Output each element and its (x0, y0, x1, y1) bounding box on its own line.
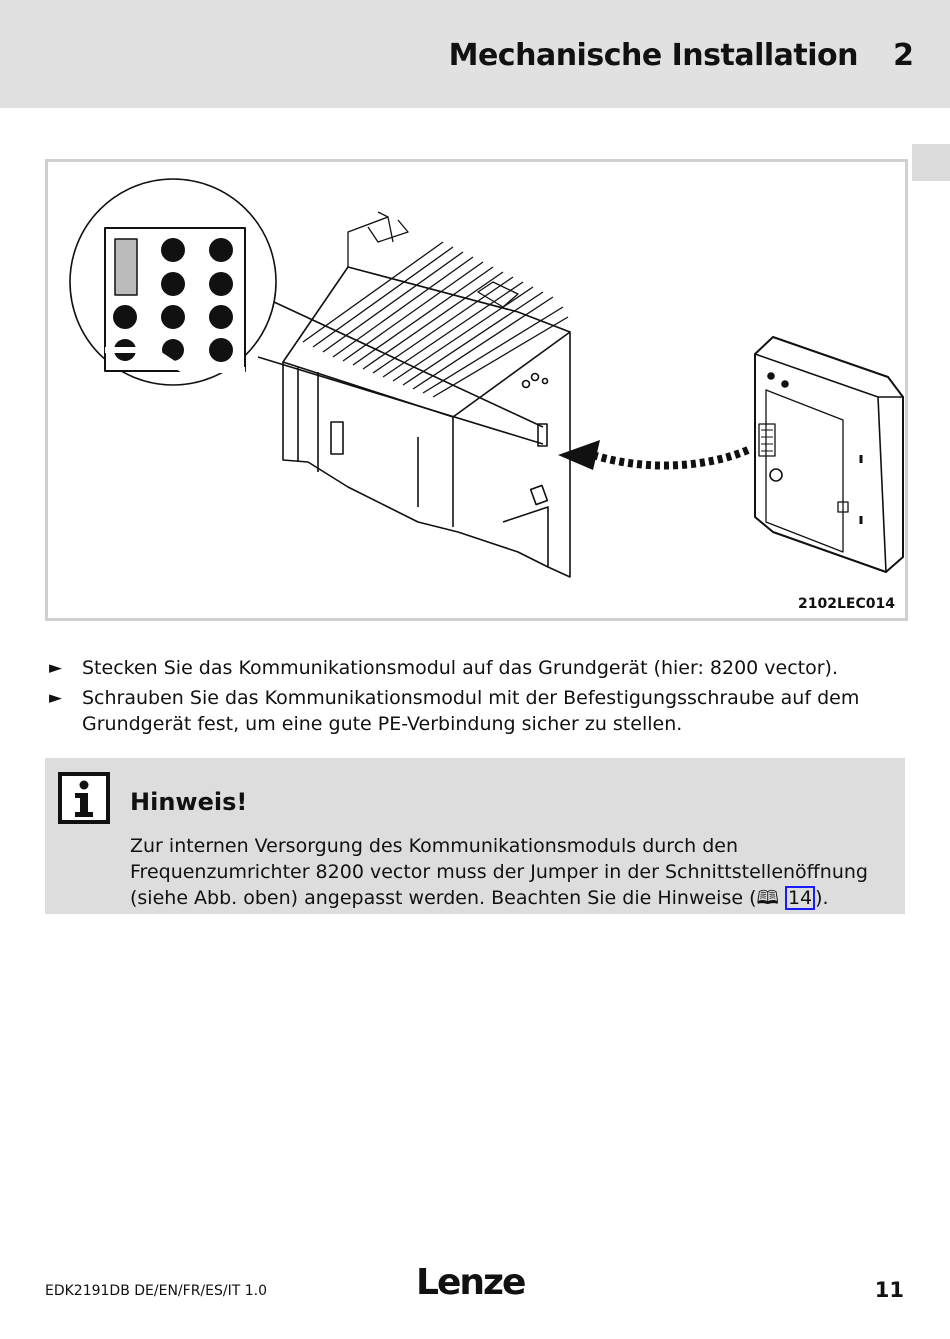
instruction-text: Stecken Sie das Kommunikationsmodul auf das Grundgerät (hier: 8200 vector). (82, 657, 839, 679)
document-id: EDK2191DB DE/EN/FR/ES/IT 1.0 (45, 1283, 267, 1299)
note-body: Zur internen Versorgung des Kommunikationsmoduls durch den Frequenzumrichter 8200 vector muss der Jumper in der Schnittstellenöffnung (siehe Abb. oben) angepasst werden. Beachten Sie die Hinweise ( (130, 835, 868, 909)
figure-id: 2102LEC014 (798, 596, 895, 612)
module-installation-illustration (48, 162, 905, 618)
book-icon: 🕮 (756, 887, 779, 909)
instruction-item (47, 685, 907, 737)
note-box (45, 758, 905, 914)
triangle-bullet-icon: ► (49, 658, 63, 678)
note-body-end: ). (815, 887, 829, 909)
chapter-number: 2 (893, 38, 914, 73)
section-title: Mechanische Installation (448, 38, 858, 73)
triangle-bullet-icon: ► (49, 688, 63, 708)
page-reference-link[interactable]: 14 (785, 886, 815, 910)
chapter-tab-marker (912, 144, 950, 181)
installation-figure (45, 159, 908, 621)
note-title: Hinweis! (130, 788, 248, 816)
instruction-list (47, 655, 907, 741)
page-header (0, 0, 950, 108)
instruction-text: Schrauben Sie das Kommunikationsmodul mit der Befestigungsschraube auf dem Grundgerät fest, um eine gute PE-Verbindung sicher zu stellen. (82, 687, 860, 735)
page-number: 11 (874, 1278, 904, 1302)
info-icon (58, 772, 110, 824)
instruction-item (47, 655, 907, 681)
note-text (130, 833, 895, 911)
lenze-logo: Lenze (416, 1262, 525, 1303)
